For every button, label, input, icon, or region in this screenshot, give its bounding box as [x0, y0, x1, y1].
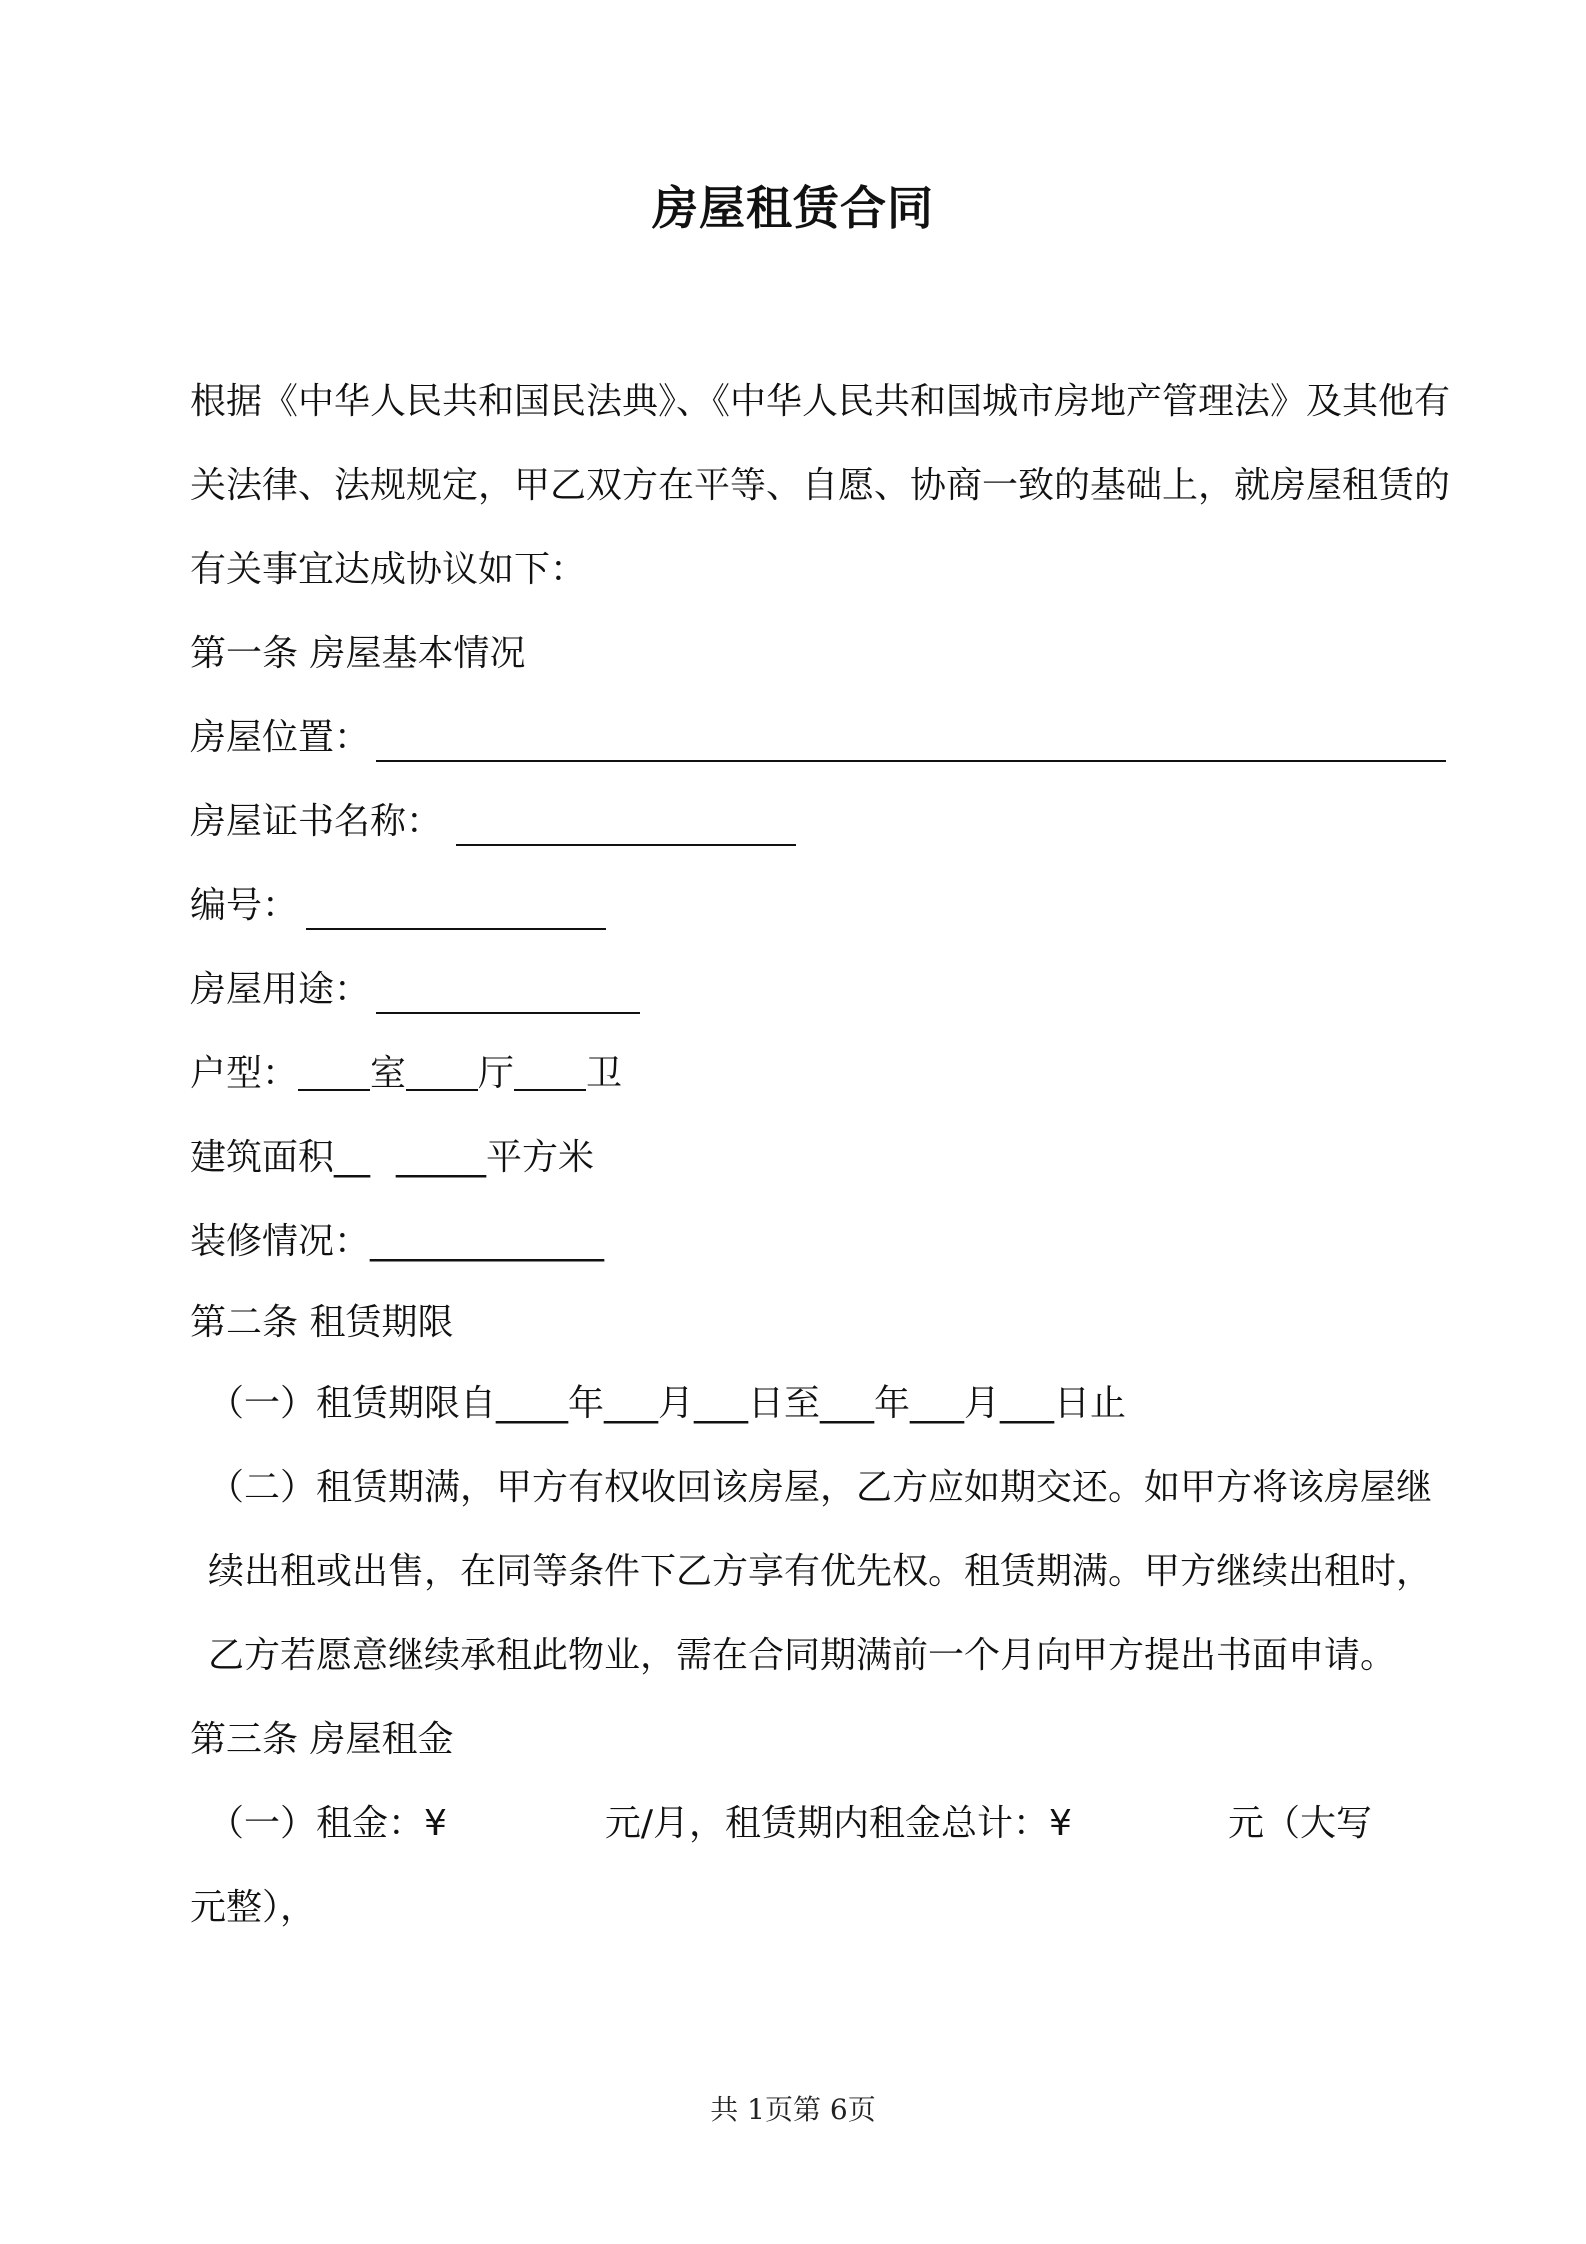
article2-heading: 第二条 租赁期限 — [190, 1302, 454, 1343]
layout-hall-blank[interactable] — [406, 1049, 478, 1091]
layout-room-blank[interactable] — [298, 1049, 370, 1091]
intro-paragraph: 根据《中华人民共和国民法典》、《中华人民共和国城市房地产管理法》及其他有关法律、法规规定，甲乙双方在平等、自愿、协商一致的基础上，就房屋租赁的有关事宜达成协议如下： — [190, 381, 1451, 590]
decoration-row — [190, 1200, 1450, 1284]
decoration-blank-mid: ___ — [478, 1221, 533, 1262]
decoration-blank-end: ____ — [532, 1221, 605, 1262]
layout-hall-label: 厅 — [478, 1053, 515, 1094]
number-blank[interactable] — [306, 928, 606, 930]
number-row — [190, 864, 1450, 948]
location-blank[interactable] — [376, 760, 1446, 762]
rent-prefix: （一）租金：¥ — [208, 1803, 447, 1844]
lease-term-item: （一）租赁期限自____年___月___日至___年___月___日止 — [208, 1383, 1127, 1424]
decoration-label: 装修情况：______ — [190, 1221, 479, 1262]
layout-label: 户型： — [190, 1053, 299, 1094]
usage-label: 房屋用途： — [190, 969, 371, 1010]
area-unit: 平方米 — [486, 1137, 595, 1178]
rent-suffix: 元（大写 — [1227, 1803, 1372, 1844]
certificate-row — [190, 780, 1450, 864]
document-body — [190, 360, 1450, 1950]
rent-row — [190, 1782, 1450, 1866]
location-row — [190, 696, 1450, 780]
article3-heading: 第三条 房屋租金 — [190, 1719, 454, 1760]
area-blank: _____ — [396, 1137, 487, 1178]
article1-heading: 第一条 房屋基本情况 — [190, 633, 526, 674]
usage-row — [190, 948, 1450, 1032]
usage-blank[interactable] — [376, 1012, 640, 1014]
page-footer: 共 1页第 6页 — [710, 2093, 876, 2126]
layout-row — [190, 1032, 1450, 1116]
lease-expiry-item: （二）租赁期满，甲方有权收回该房屋，乙方应如期交还。如甲方将该房屋继续出租或出售，在同等条件下乙方享有优先权。租赁期满。甲方继续出租时，乙方若愿意继续承租此物业，需在合同期满前一个月向甲方提出书面申请。 — [208, 1467, 1433, 1676]
rent-end-row: 元整）， — [190, 1887, 317, 1928]
area-row — [190, 1116, 1450, 1200]
document-title: 房屋租赁合同 — [652, 181, 934, 235]
rent-mid: 元/月，租赁期内租金总计：¥ — [604, 1803, 1072, 1844]
layout-bath-label: 卫 — [586, 1053, 623, 1094]
number-label: 编号： — [190, 885, 299, 926]
certificate-label: 房屋证书名称： — [190, 801, 443, 842]
layout-bath-blank[interactable] — [514, 1049, 586, 1091]
area-label: 建筑面积__ — [190, 1137, 371, 1178]
certificate-blank[interactable] — [456, 844, 796, 846]
location-label: 房屋位置： — [190, 717, 371, 758]
layout-room-label: 室 — [370, 1053, 407, 1094]
